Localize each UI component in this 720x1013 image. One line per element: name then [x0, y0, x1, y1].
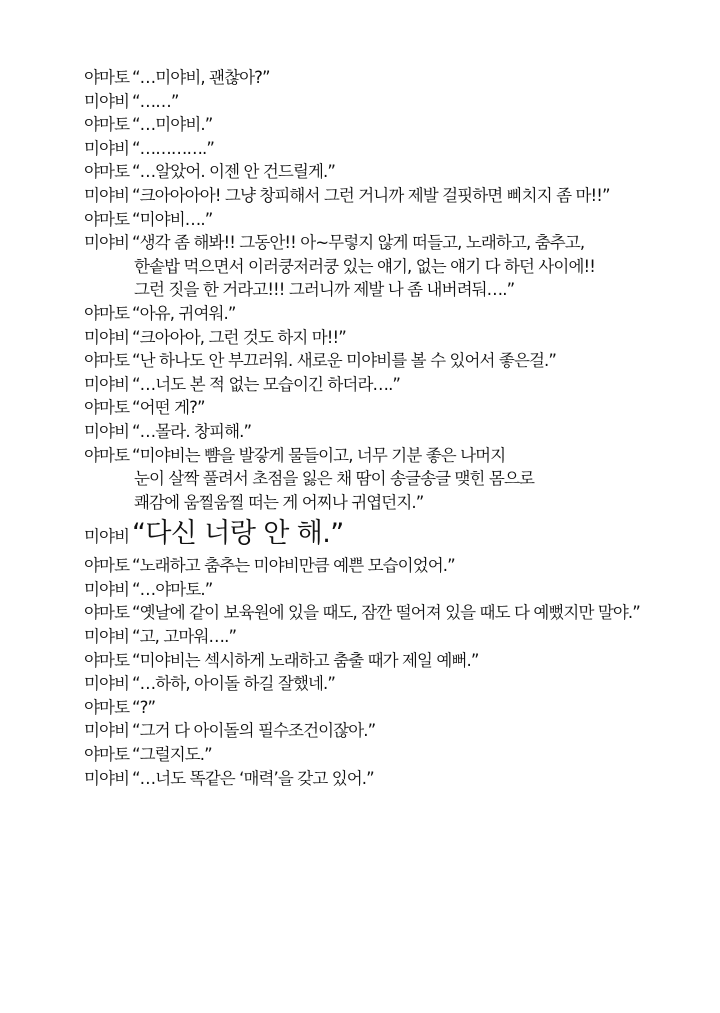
dialogue-line: [84, 649, 694, 673]
dialogue-text: “어떤 게?”: [132, 398, 205, 418]
dialogue-text: “…알았어. 이젠 안 건드릴게.”: [132, 162, 336, 182]
speaker-name: 야마토: [84, 556, 130, 576]
speaker-name: 미야비: [84, 233, 130, 253]
dialogue-line: [84, 578, 694, 602]
dialogue-line: [84, 672, 694, 696]
dialogue-line: [84, 696, 694, 720]
dialogue-line: [84, 326, 694, 350]
dialogue-text: 눈이 살짝 풀려서 초점을 잃은 채 땀이 송글송글 맺힌 몸으로: [134, 469, 535, 489]
dialogue-text: “그럴지도.”: [132, 745, 212, 765]
dialogue-script: [84, 66, 694, 790]
dialogue-line: [84, 467, 694, 491]
speaker-name: 야마토: [84, 162, 130, 182]
dialogue-text: “…야마토.”: [132, 579, 213, 599]
speaker-name: 야마토: [84, 351, 130, 371]
speaker-name: 야마토: [84, 303, 130, 323]
speaker-name: 야마토: [84, 650, 130, 670]
dialogue-text: “그거 다 아이돌의 필수조건이잖아.”: [132, 721, 376, 741]
dialogue-text: “…너도 똑같은 ‘매력’을 갖고 있어.”: [132, 768, 374, 788]
speaker-name: 야마토: [84, 697, 130, 717]
dialogue-text: “미야비는 뺨을 발갛게 물들이고, 너무 기분 좋은 나머지: [132, 445, 506, 465]
dialogue-text: “옛날에 같이 보육원에 있을 때도, 잠깐 떨어져 있을 때도 다 예뻤지만 말야.”: [132, 603, 640, 623]
speaker-name: 미야비: [84, 91, 130, 111]
dialogue-line: [84, 444, 694, 468]
dialogue-text: 한솥밥 먹으면서 이러쿵저러쿵 있는 얘기, 없는 얘기 다 하던 사이에!!: [134, 256, 595, 276]
dialogue-line: [84, 160, 694, 184]
dialogue-text: 쾌감에 움찔움찔 떠는 게 어찌나 귀엽던지.”: [134, 492, 424, 512]
dialogue-line: [84, 396, 694, 420]
dialogue-line: [84, 420, 694, 444]
speaker-name: 야마토: [84, 398, 130, 418]
dialogue-text: “다신 너랑 안 해.”: [132, 518, 344, 550]
dialogue-line: [84, 373, 694, 397]
speaker-name: 미야비: [84, 138, 130, 158]
speaker-name: 야마토: [84, 68, 130, 87]
speaker-name: 야마토: [84, 745, 130, 765]
speaker-name: 미야비: [84, 185, 130, 205]
dialogue-line: [84, 137, 694, 161]
dialogue-line: [84, 554, 694, 578]
speaker-name: 미야비: [84, 527, 130, 547]
dialogue-line: [84, 514, 694, 554]
dialogue-text: “고, 고마워….”: [132, 627, 237, 647]
dialogue-line: [84, 278, 694, 302]
dialogue-text: “미야비….”: [132, 209, 213, 229]
dialogue-line: [84, 601, 694, 625]
dialogue-line: [84, 349, 694, 373]
dialogue-line: [84, 90, 694, 114]
dialogue-line: [84, 184, 694, 208]
dialogue-text: “난 하나도 안 부끄러워. 새로운 미야비를 볼 수 있어서 좋은걸.”: [132, 351, 557, 371]
speaker-name: 야마토: [84, 115, 130, 135]
dialogue-text: “………….”: [132, 138, 215, 158]
dialogue-text: “노래하고 춤추는 미야비만큼 예쁜 모습이었어.”: [132, 556, 455, 576]
dialogue-line: [84, 208, 694, 232]
dialogue-text: “?”: [132, 697, 156, 717]
speaker-name: 미야비: [84, 374, 130, 394]
dialogue-text: “크아아아아! 그냥 창피해서 그런 거니까 제발 걸핏하면 삐치지 좀 마!!”: [132, 185, 610, 205]
dialogue-text: “…하하, 아이돌 하길 잘했네.”: [132, 674, 336, 694]
dialogue-line: [84, 255, 694, 279]
dialogue-line: [84, 743, 694, 767]
speaker-name: 야마토: [84, 445, 130, 465]
dialogue-line: [84, 767, 694, 791]
dialogue-text: “아유, 귀여워.”: [132, 303, 236, 323]
speaker-name: 야마토: [84, 603, 130, 623]
speaker-name: 미야비: [84, 579, 130, 599]
dialogue-text: “…미야비, 괜찮아?”: [132, 68, 270, 87]
dialogue-line: [84, 66, 694, 90]
dialogue-line: [84, 113, 694, 137]
speaker-name: 미야비: [84, 721, 130, 741]
dialogue-text: “생각 좀 해봐!! 그동안!! 아~무렇지 않게 떠들고, 노래하고, 춤추고,: [132, 233, 585, 253]
speaker-name: 미야비: [84, 627, 130, 647]
dialogue-text: “크아아아, 그런 것도 하지 마!!”: [132, 327, 346, 347]
dialogue-line: [84, 231, 694, 255]
dialogue-text: “…몰라. 창피해.”: [132, 421, 252, 441]
dialogue-text: “…미야비.”: [132, 115, 213, 135]
dialogue-text: “……”: [132, 91, 179, 111]
speaker-name: 야마토: [84, 209, 130, 229]
dialogue-text: 그런 짓을 한 거라고!!! 그러니까 제발 나 좀 내버려둬….”: [134, 280, 515, 300]
dialogue-line: [84, 625, 694, 649]
speaker-name: 미야비: [84, 768, 130, 788]
speaker-name: 미야비: [84, 421, 130, 441]
dialogue-line: [84, 491, 694, 515]
dialogue-line: [84, 302, 694, 326]
dialogue-text: “…너도 본 적 없는 모습이긴 하더라….”: [132, 374, 401, 394]
dialogue-line: [84, 719, 694, 743]
speaker-name: 미야비: [84, 327, 130, 347]
dialogue-text: “미야비는 섹시하게 노래하고 춤출 때가 제일 예뻐.”: [132, 650, 479, 670]
speaker-name: 미야비: [84, 674, 130, 694]
